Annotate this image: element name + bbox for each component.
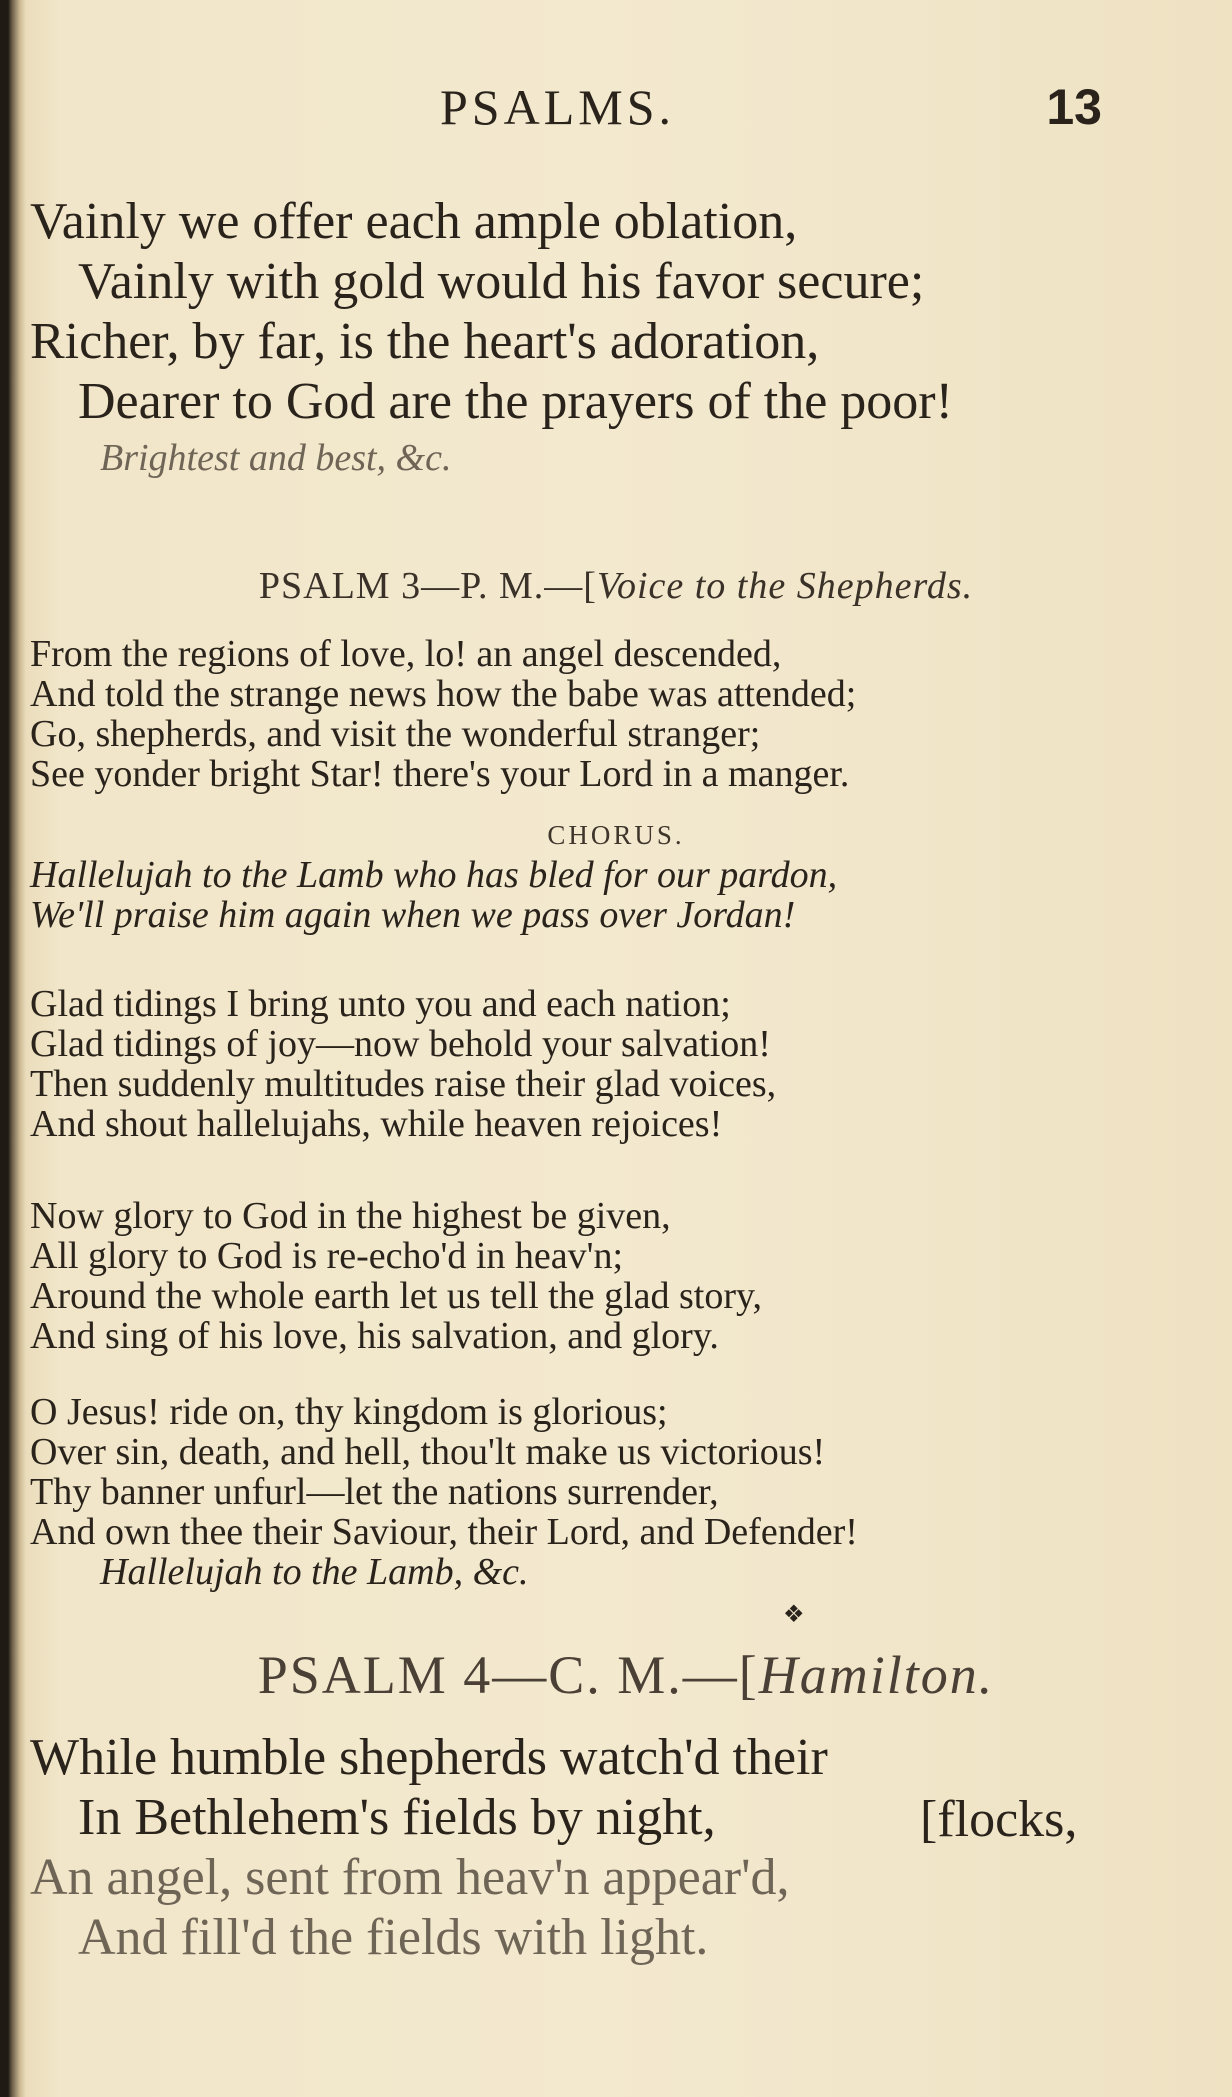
page-number: 13 — [1046, 79, 1102, 135]
verse-line: Glad tidings I bring unto you and each nation; — [30, 983, 731, 1025]
stanza-line: Dearer to God are the prayers of the poor! — [78, 373, 953, 430]
verse-line: Now glory to God in the highest be given, — [30, 1195, 671, 1237]
running-title: PSALMS. — [440, 79, 676, 135]
refrain-line: Brightest and best, &c. — [100, 437, 452, 479]
psalm-4-tune: Hamilton. — [758, 1645, 995, 1705]
verse-line: Glad tidings of joy—now behold your salvation! — [30, 1023, 771, 1065]
psalm-4-heading — [0, 1644, 1232, 1706]
verse-line: Over sin, death, and hell, thou'lt make us victorious! — [30, 1431, 826, 1473]
psalm-4-title: PSALM 4—C. M.—[ — [257, 1645, 759, 1705]
psalm-3-chorus — [30, 855, 1220, 935]
verse-line: While humble shepherds watch'd their — [30, 1729, 828, 1786]
chorus-line: We'll praise him again when we pass over Jordan! — [30, 894, 796, 936]
verse-line: O Jesus! ride on, thy kingdom is glorious; — [30, 1391, 668, 1433]
verse-line: Around the whole earth let us tell the glad story, — [30, 1275, 763, 1317]
verse-line: And own thee their Saviour, their Lord, and Defender! — [30, 1511, 858, 1553]
verse-line: In Bethlehem's fields by night, — [78, 1789, 716, 1846]
book-spine-edge — [0, 0, 26, 2097]
verse-line: An angel, sent from heav'n appear'd, — [30, 1849, 790, 1906]
verse-line: And shout hallelujahs, while heaven rejoices! — [30, 1103, 723, 1145]
chorus-label: CHORUS. — [547, 820, 685, 850]
printer-mark-icon: ❖ — [783, 1602, 805, 1628]
psalm-3-verse-4 — [30, 1392, 1220, 1592]
psalm-3-verse-1 — [30, 634, 1220, 794]
stanza-line: Vainly we offer each ample oblation, — [30, 193, 798, 250]
verse-line: See yonder bright Star! there's your Lord in a manger. — [30, 753, 850, 795]
verse-line: And sing of his love, his salvation, and glory. — [30, 1315, 719, 1357]
overflow-word: [flocks, — [920, 1791, 1078, 1848]
verse-line: Go, shepherds, and visit the wonderful stranger; — [30, 713, 761, 755]
chorus-line: Hallelujah to the Lamb who has bled for our pardon, — [30, 854, 838, 896]
verse-line: And fill'd the fields with light. — [78, 1909, 709, 1966]
psalm-3-title: PSALM 3—P. M.—[ — [258, 565, 597, 607]
refrain-line: Hallelujah to the Lamb, &c. — [100, 1551, 529, 1593]
page-header — [0, 78, 1232, 138]
psalm-3-tune: Voice to the Shepherds. — [596, 565, 974, 607]
stanza-line: Richer, by far, is the heart's adoration, — [30, 313, 820, 370]
verse-line: And told the strange news how the babe was attended; — [30, 673, 857, 715]
psalm-3-verse-2 — [30, 984, 1220, 1144]
psalm-3-verse-3 — [30, 1196, 1220, 1356]
verse-line: From the regions of love, lo! an angel descended, — [30, 633, 782, 675]
psalm-3-heading — [0, 564, 1232, 608]
verse-line: Thy banner unfurl—let the nations surrender, — [30, 1471, 719, 1513]
stanza-continuation — [30, 192, 1220, 478]
verse-line: Then suddenly multitudes raise their glad voices, — [30, 1063, 777, 1105]
stanza-line: Vainly with gold would his favor secure; — [78, 253, 925, 310]
verse-line: All glory to God is re-echo'd in heav'n; — [30, 1235, 624, 1277]
